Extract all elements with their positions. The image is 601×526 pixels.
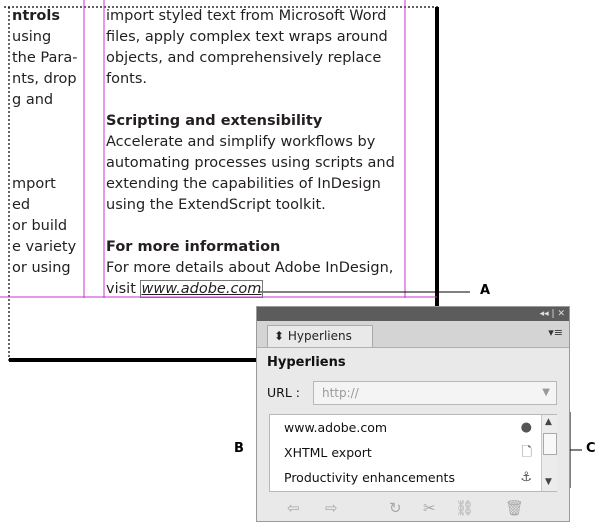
text-line [106, 216, 406, 237]
callout-b: B [234, 441, 244, 456]
tab-hyperliens[interactable] [267, 325, 373, 347]
refresh-icon[interactable]: ↻ [389, 499, 402, 517]
globe-icon: ● [520, 420, 532, 435]
hyperlink-source[interactable]: www.adobe.com [141, 281, 262, 297]
list-item[interactable] [270, 440, 540, 465]
text-line: e variety [12, 239, 77, 255]
tab-label: Hyperliens [287, 329, 352, 343]
text-line: For more information [106, 239, 281, 255]
text-line [12, 111, 82, 132]
url-value: http:// [322, 386, 359, 400]
anchor-icon: ⚓ [520, 470, 532, 485]
callout-a: A [480, 283, 491, 298]
text-line: g and [12, 92, 54, 108]
text-line: or using [12, 260, 71, 276]
scroll-down-icon[interactable]: ▼ [545, 477, 552, 487]
scroll-up-icon[interactable]: ▲ [545, 417, 552, 427]
text-line: using the ExtendScript toolkit. [106, 197, 326, 213]
visit-prefix: visit [106, 281, 141, 297]
trash-icon[interactable]: 🗑 [505, 499, 525, 517]
panel-title: Hyperliens [267, 355, 346, 370]
list-item-label: www.adobe.com [284, 420, 388, 435]
arrow-right-icon[interactable]: ⇨ [325, 499, 338, 517]
text-line [12, 153, 82, 174]
panel-title-bar[interactable] [257, 307, 569, 321]
list-item-label: Productivity enhancements [284, 470, 455, 485]
url-label: URL : [267, 385, 300, 400]
text-line: ed [12, 197, 31, 213]
text-line: extending the capabilities of InDesign [106, 176, 381, 192]
text-line: the Para- [12, 50, 78, 66]
arrow-left-icon[interactable]: ⇦ [287, 499, 300, 517]
tab-updown-icon: ⬍ [274, 329, 285, 343]
text-line: Scripting and extensibility [106, 113, 323, 129]
text-line: For more details about Adobe InDesign, [106, 260, 394, 276]
list-item[interactable] [270, 465, 540, 490]
right-text-column [106, 6, 406, 279]
list-item[interactable] [270, 415, 540, 440]
broken-link-icon[interactable]: ✂ [423, 499, 436, 517]
text-line [106, 90, 406, 111]
chevron-down-icon[interactable]: ▼ [542, 387, 550, 398]
text-line: automating processes using scripts and [106, 155, 395, 171]
text-line: using [12, 29, 52, 45]
callout-c: C [586, 441, 596, 456]
panel-collapse-close-controls[interactable]: ◂◂ | ✕ [539, 309, 565, 319]
list-item-label: XHTML export [284, 445, 372, 460]
text-line: ntrols [12, 8, 60, 24]
page-icon: 🗋 [521, 445, 532, 460]
panel-tab-bar [257, 321, 569, 348]
list-scrollbar[interactable] [541, 415, 557, 491]
text-line: nts, drop [12, 71, 77, 87]
panel-footer [269, 497, 557, 519]
text-line: import styled text from Microsoft Word [106, 8, 387, 24]
panel-menu-icon[interactable]: ▾≡ [548, 326, 563, 339]
link-icon[interactable]: ⛓ [455, 499, 475, 517]
text-line: mport [12, 176, 56, 192]
left-text-column [12, 6, 82, 279]
hyperlinks-list [269, 414, 557, 492]
scroll-thumb[interactable] [543, 433, 557, 455]
hyperlink-line [106, 279, 262, 300]
hyperlinks-panel [256, 306, 570, 522]
text-line: objects, and comprehensively replace [106, 50, 382, 66]
text-line [12, 132, 82, 153]
text-line: fonts. [106, 71, 148, 87]
text-line: Accelerate and simplify workflows by [106, 134, 376, 150]
text-line: files, apply complex text wraps around [106, 29, 388, 45]
text-line: or build [12, 218, 68, 234]
url-input[interactable] [313, 381, 557, 405]
